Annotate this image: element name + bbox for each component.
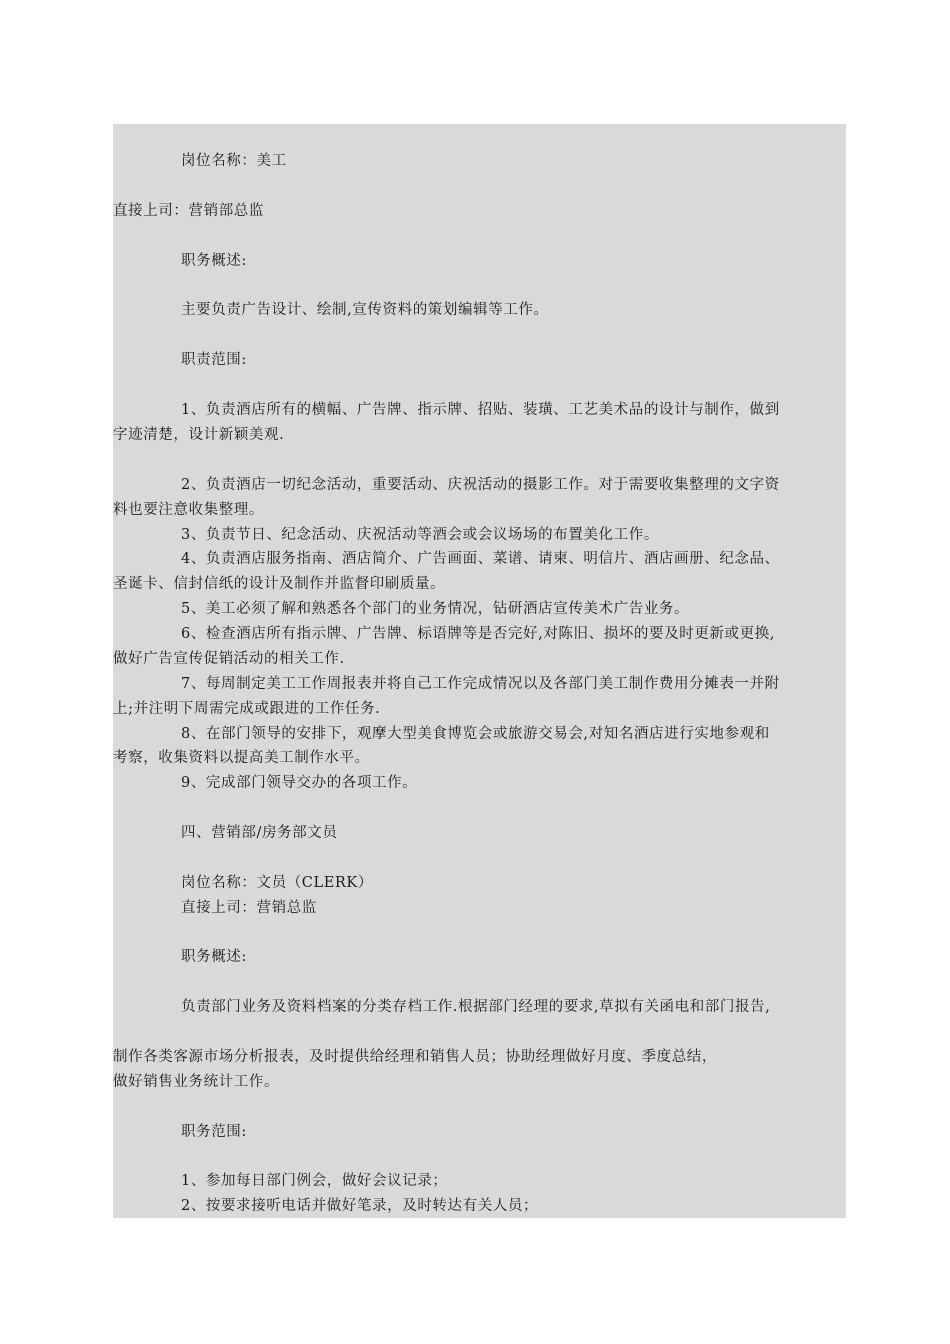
text-line: 负责部门业务及资料档案的分类存档工作.根据部门经理的要求,草拟有关函电和部门报告, [181, 999, 771, 1015]
text-line: 5、美工必须了解和熟悉各个部门的业务情况，钻研酒店宣传美术广告业务。 [181, 601, 690, 617]
text-line: 直接上司：营销总监 [181, 900, 317, 916]
text-line: 8、在部门领导的安排下，观摩大型美食博览会或旅游交易会,对知名酒店进行实地参观和 [181, 726, 770, 742]
text-line: 岗位名称：文员（CLERK） [181, 875, 373, 891]
text-line: 职务范围: [181, 1124, 247, 1140]
text-line: 主要负责广告设计、绘制,宣传资料的策划编辑等工作。 [181, 302, 549, 318]
text-line: 4、负责酒店服务指南、酒店简介、广告画面、菜谱、请柬、明信片、酒店画册、纪念品、 [181, 551, 780, 567]
document-page [113, 124, 846, 1218]
text-line: 考察，收集资料以提高美工制作水平。 [113, 750, 370, 766]
section-heading: 四、营销部/房务部文员 [181, 825, 338, 841]
text-line: 职责范围: [181, 352, 247, 368]
text-line: 6、检查酒店所有指示牌、广告牌、标语牌等是否完好,对陈旧、损坏的要及时更新或更换, [181, 626, 776, 642]
text-line: 2、负责酒店一切纪念活动，重要活动、庆祝活动的摄影工作。对于需要收集整理的文字资 [181, 477, 780, 493]
text-line: 字迹清楚，设计新颖美观. [113, 427, 285, 443]
text-line: 制作各类客源市场分析报表，及时提供给经理和销售人员；协助经理做好月度、季度总结， [113, 1049, 717, 1065]
text-line: 做好广告宣传促销活动的相关工作. [113, 651, 345, 667]
text-line: 料也要注意收集整理。 [113, 502, 264, 518]
text-line: 岗位名称：美工 [181, 153, 287, 169]
text-line: 1、参加每日部门例会，做好会议记录； [181, 1173, 448, 1189]
text-line: 上;并注明下周需完成或跟进的工作任务. [113, 701, 381, 717]
text-line: 职务概述: [181, 253, 247, 269]
text-line: 做好销售业务统计工作。 [113, 1074, 280, 1090]
text-line: 1、负责酒店所有的横幅、广告牌、指示牌、招贴、装璜、工艺美术品的设计与制作，做到 [181, 402, 780, 418]
text-line: 直接上司：营销部总监 [113, 203, 264, 219]
text-line: 职务概述: [181, 949, 247, 965]
text-line: 9、完成部门领导交办的各项工作。 [181, 775, 418, 791]
text-line: 3、负责节日、纪念活动、庆祝活动等酒会或会议场场的布置美化工作。 [181, 527, 659, 543]
text-line: 圣诞卡、信封信纸的设计及制作并监督印刷质量。 [113, 576, 446, 592]
text-line: 7、每周制定美工工作周报表并将自己工作完成情况以及各部门美工制作费用分摊表一并附 [181, 676, 780, 692]
text-line: 2、按要求接听电话并做好笔录，及时转达有关人员； [181, 1198, 539, 1214]
